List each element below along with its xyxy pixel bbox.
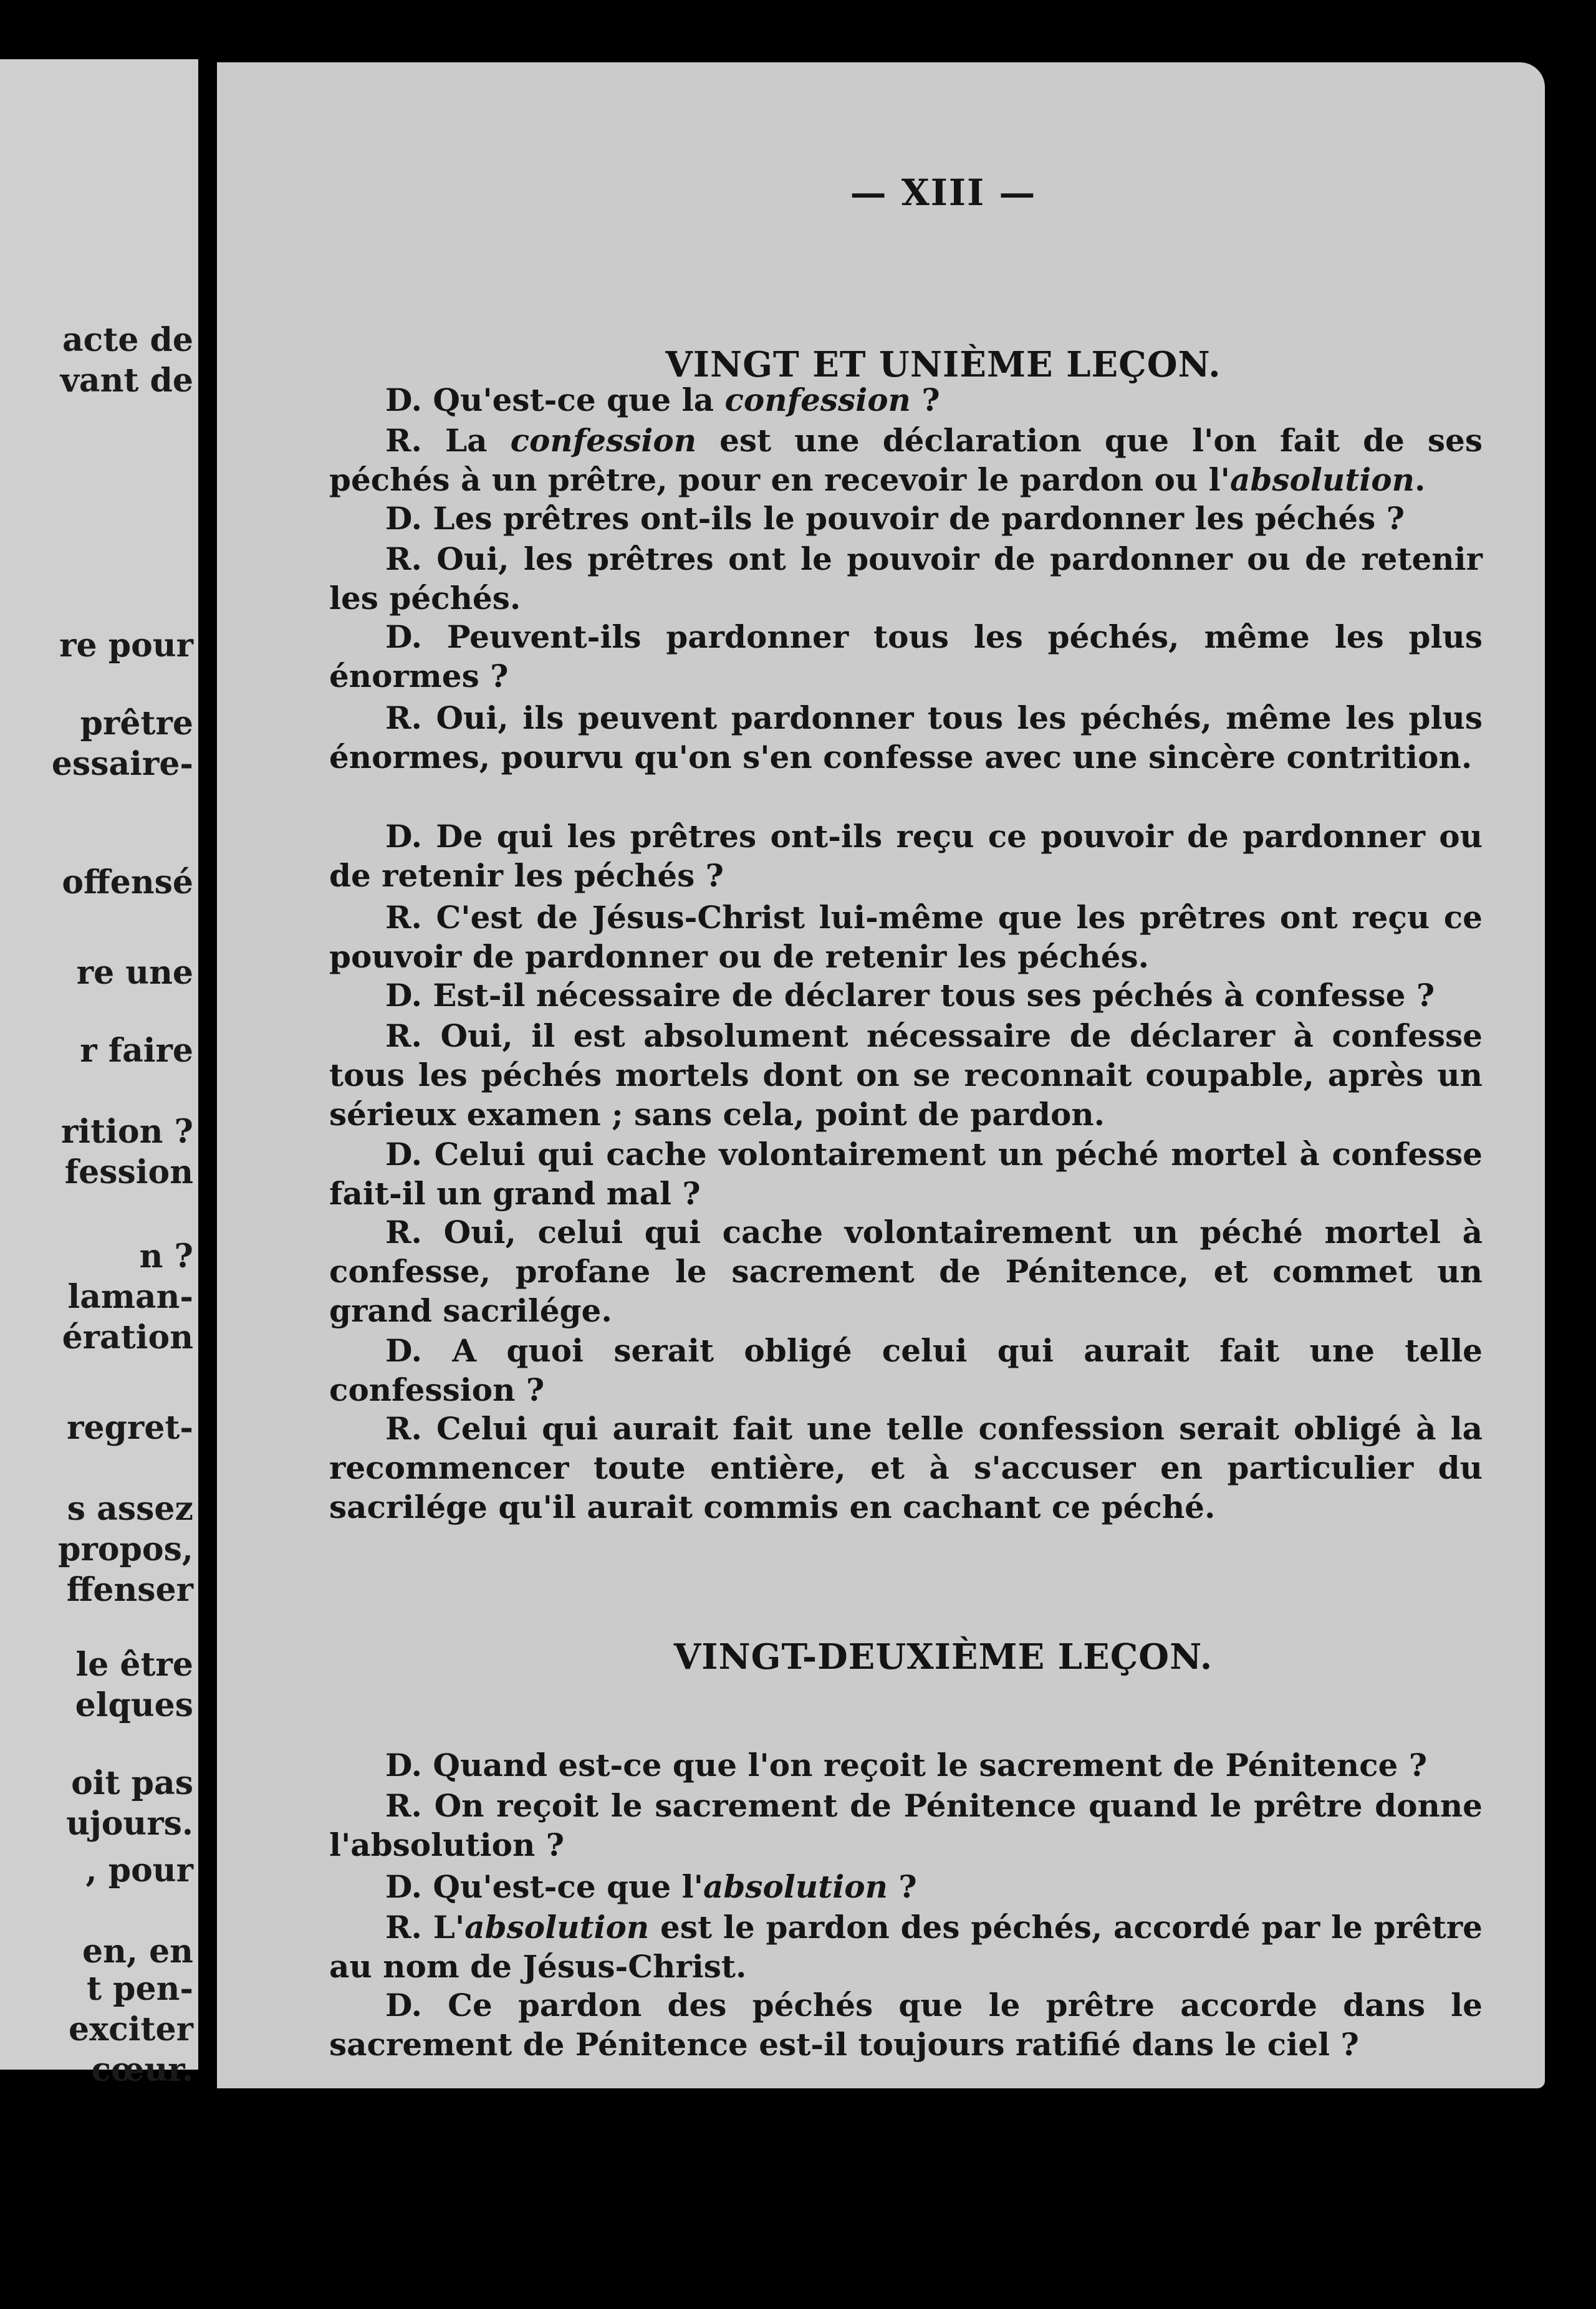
answer [329, 1016, 1483, 1134]
answer [329, 539, 1483, 618]
left-page-fragment: , pour [85, 1851, 193, 1889]
qa-text: Oui, ils peuvent pardonner tous les péchés, même les plus énormes, pourvu qu'on s'en confesse avec une sincère contrition. [329, 699, 1483, 775]
qa-tag: D. [385, 818, 422, 855]
left-page-fragment: ffenser [66, 1571, 193, 1609]
left-page-fragment: prêtre [80, 704, 193, 742]
qa-tag: D. [385, 1332, 422, 1369]
left-page-fragment: acte de [62, 321, 193, 359]
left-page-fragment: cœur. [91, 2051, 193, 2089]
qa-text: De qui les prêtres ont-ils reçu ce pouvoir de pardonner ou de retenir les péchés ? [329, 818, 1483, 894]
qa-text: Oui, les prêtres ont le pouvoir de pardonner ou de retenir les péchés. [329, 540, 1483, 617]
qa-text: est le pardon des péchés, accordé par le prêtre au nom de Jésus-Christ. [329, 1909, 1483, 1985]
left-facing-page [0, 59, 198, 2089]
question [329, 976, 1483, 1015]
qa-text: Quand est-ce que l'on reçoit le sacrement de Pénitence ? [433, 1747, 1428, 1783]
qa-text: Qu'est-ce que l' [433, 1868, 703, 1905]
left-page-fragment: propos, [58, 1530, 193, 1568]
answer [329, 1908, 1483, 1986]
qa-text: Oui, celui qui cache volontairement un péché mortel à confesse, profane le sacrement de Pénitence, et commet un grand sacrilége. [329, 1214, 1483, 1329]
question [329, 617, 1483, 696]
qa-text: On reçoit le sacrement de Pénitence quand le prêtre donne l'absolution ? [329, 1787, 1483, 1863]
question [329, 817, 1483, 895]
answer [329, 1409, 1483, 1527]
qa-text: Ce pardon des péchés que le prêtre accorde dans le sacrement de Pénitence est-il toujours ratifié dans le ciel ? [329, 1987, 1483, 2063]
qa-tag: D. [385, 1747, 422, 1783]
left-page-fragment: oit pas [71, 1764, 193, 1802]
italic-term: confession [724, 382, 911, 418]
qa-text: est une déclaration que l'on fait de ses péchés à un prêtre, pour en recevoir le pardon ou l' [329, 422, 1483, 498]
question [329, 1135, 1483, 1213]
qa-text: Celui qui aurait fait une telle confession serait obligé à la recommencer toute entière, et à s'accuser en particulier du sacrilége qu'il aurait commis en cachant ce péché. [329, 1410, 1483, 1525]
left-page-fragment: s assez [67, 1490, 193, 1528]
question [329, 1867, 1483, 1906]
italic-term: confession [510, 422, 697, 459]
qa-text: Peuvent-ils pardonner tous les péchés, même les plus énormes ? [329, 618, 1483, 694]
left-page-fragment: laman- [67, 1278, 193, 1316]
lesson-21-title: VINGT ET UNIÈME LEÇON. [665, 344, 1221, 385]
left-page-fragment: re pour [59, 626, 193, 665]
qa-tag: D. [385, 382, 422, 418]
qa-text: A quoi serait obligé celui qui aurait fait une telle confession ? [329, 1332, 1483, 1408]
italic-term: absolution [1229, 461, 1415, 498]
answer [329, 421, 1483, 499]
qa-tag: D. [385, 500, 422, 537]
qa-text: . [1414, 461, 1426, 498]
qa-tag: R. [385, 422, 422, 459]
italic-term: absolution [464, 1909, 650, 1946]
left-page-fragment: essaire- [51, 745, 193, 783]
left-page-fragment: re une [76, 954, 193, 992]
qa-tag: R. [385, 1787, 422, 1824]
italic-term: absolution [703, 1868, 888, 1905]
qa-text: C'est de Jésus-Christ lui-même que les prêtres ont reçu ce pouvoir de pardonner ou de retenir les péchés. [329, 899, 1483, 975]
answer [329, 1212, 1483, 1330]
left-page-fragment: ujours. [66, 1805, 193, 1843]
left-page-fragment: vant de [60, 362, 193, 400]
qa-tag: R. [385, 540, 422, 577]
left-page-fragment: elques [75, 1686, 193, 1724]
question [329, 1985, 1483, 2064]
left-page-fragment: exciter [68, 2010, 193, 2048]
left-page-fragment: rition ? [61, 1113, 193, 1151]
main-page [217, 62, 1545, 2088]
left-page-fragment: regret- [67, 1409, 193, 1447]
answer [329, 898, 1483, 976]
qa-text: L' [433, 1909, 465, 1946]
answer [329, 698, 1483, 777]
left-page-fragment: fession [64, 1153, 193, 1191]
question [329, 499, 1483, 538]
qa-tag: R. [385, 699, 422, 736]
qa-text: ? [887, 1868, 917, 1905]
lesson-22-title: VINGT-DEUXIÈME LEÇON. [673, 1636, 1213, 1678]
qa-text: Qu'est-ce que la [433, 382, 725, 418]
qa-tag: D. [385, 1136, 422, 1173]
question [329, 380, 1483, 420]
qa-tag: D. [385, 977, 422, 1014]
question [329, 1745, 1483, 1785]
left-page-fragment: r faire [80, 1032, 193, 1070]
qa-text: ? [910, 382, 940, 418]
left-page-fragment: le être [75, 1646, 193, 1684]
qa-tag: R. [385, 1017, 422, 1054]
answer [329, 1786, 1483, 1865]
qa-tag: D. [385, 618, 422, 655]
left-page-fragment: t pen- [87, 1970, 193, 2008]
qa-tag: R. [385, 1214, 422, 1251]
qa-text: Celui qui cache volontairement un péché mortel à confesse fait-il un grand mal ? [329, 1136, 1483, 1212]
qa-text: Est-il nécessaire de déclarer tous ses péchés à confesse ? [433, 977, 1435, 1014]
question [329, 1331, 1483, 1409]
left-page-fragment: offensé [62, 863, 193, 901]
left-page-fragment: en, en [82, 1932, 193, 1971]
page-number: — XIII — [850, 171, 1037, 214]
qa-tag: R. [385, 899, 422, 936]
left-page-fragment: n ? [139, 1237, 193, 1275]
qa-tag: R. [385, 1909, 422, 1946]
qa-tag: R. [385, 1410, 422, 1447]
qa-text: Les prêtres ont-ils le pouvoir de pardonner les péchés ? [433, 500, 1405, 537]
qa-tag: D. [385, 1987, 422, 2023]
qa-tag: D. [385, 1868, 422, 1905]
qa-text: Oui, il est absolument nécessaire de déclarer à confesse tous les péchés mortels dont on se reconnait coupable, après un sérieux examen ; sans cela, point de pardon. [329, 1017, 1483, 1133]
left-page-fragment: ération [62, 1318, 193, 1356]
qa-text: La [445, 422, 511, 459]
